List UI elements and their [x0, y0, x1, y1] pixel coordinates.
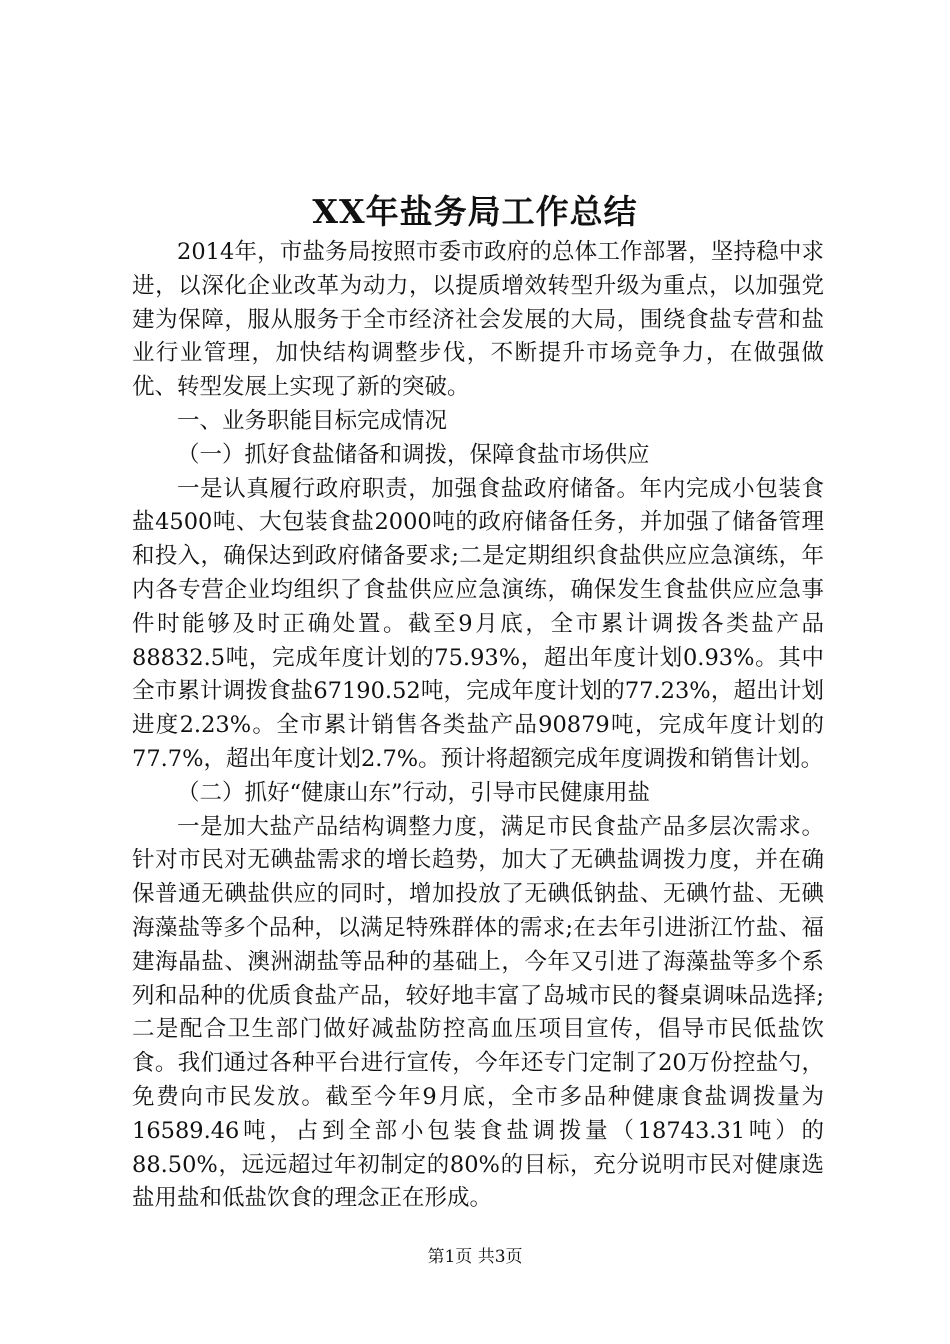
section-heading: 一、业务职能目标完成情况	[177, 407, 448, 434]
intro-paragraph: 2014年，市盐务局按照市委市政府的总体工作部署，坚持稳中求进，以深化企业改革为动力，以提质增效转型升级为重点，以加强党建为保障，服从服务于全市经济社会发展的大局，围绕食盐专营和盐业行业管理，加快结构调整步伐，不断提升市场竞争力，在做强做优、转型发展上实现了新的突破。	[132, 239, 824, 401]
subsection-2-paragraph: 一是加大盐产品结构调整力度，满足市民食盐产品多层次需求。针对市民对无碘盐需求的增长趋势，加大了无碘盐调拨力度，并在确保普通无碘盐供应的同时，增加投放了无碘低钠盐、无碘竹盐、无碘海藻盐等多个品种，以满足特殊群体的需求;在去年引进浙江竹盐、福建海晶盐、澳洲湖盐等品种的基础上，今年又引进了海藻盐等多个系列和品种的优质食盐产品，较好地丰富了岛城市民的餐桌调味品选择;二是配合卫生部门做好减盐防控高血压项目宣传，倡导市民低盐饮食。我们通过各种平台进行宣传，今年还专门定制了20万份控盐勺，免费向市民发放。截至今年9月底，全市多品种健康食盐调拨量为16589.46吨，占到全部小包装食盐调拨量（18743.31吨）的88.50%，远远超过年初制定的80%的目标，充分说明市民对健康选盐用盐和低盐饮食的理念正在形成。	[132, 813, 824, 1212]
subsection-1-paragraph: 一是认真履行政府职责，加强食盐政府储备。年内完成小包装食盐4500吨、大包装食盐2000吨的政府储备任务，并加强了储备管理和投入，确保达到政府储备要求;二是定期组织食盐供应应急演练，年内各专营企业均组织了食盐供应应急演练，确保发生食盐供应应急事件时能够及时正确处置。截至9月底，全市累计调拨各类盐产品88832.5吨，完成年度计划的75.93%，超出年度计划0.93%。其中全市累计调拨食盐67190.52吨，完成年度计划的77.23%，超出计划进度2.23%。全市累计销售各类盐产品90879吨，完成年度计划的77.7%，超出年度计划2.7%。预计将超额完成年度调拨和销售计划。	[132, 475, 824, 772]
page-footer: 第1页 共3页	[427, 1247, 523, 1267]
subsection-heading-1: （一）抓好食盐储备和调拨，保障食盐市场供应	[177, 441, 650, 468]
document-body	[132, 236, 824, 1216]
subsection-heading-2: （二）抓好“健康山东”行动，引导市民健康用盐	[177, 779, 651, 806]
document-title: XX年盐务局工作总结	[312, 192, 638, 231]
